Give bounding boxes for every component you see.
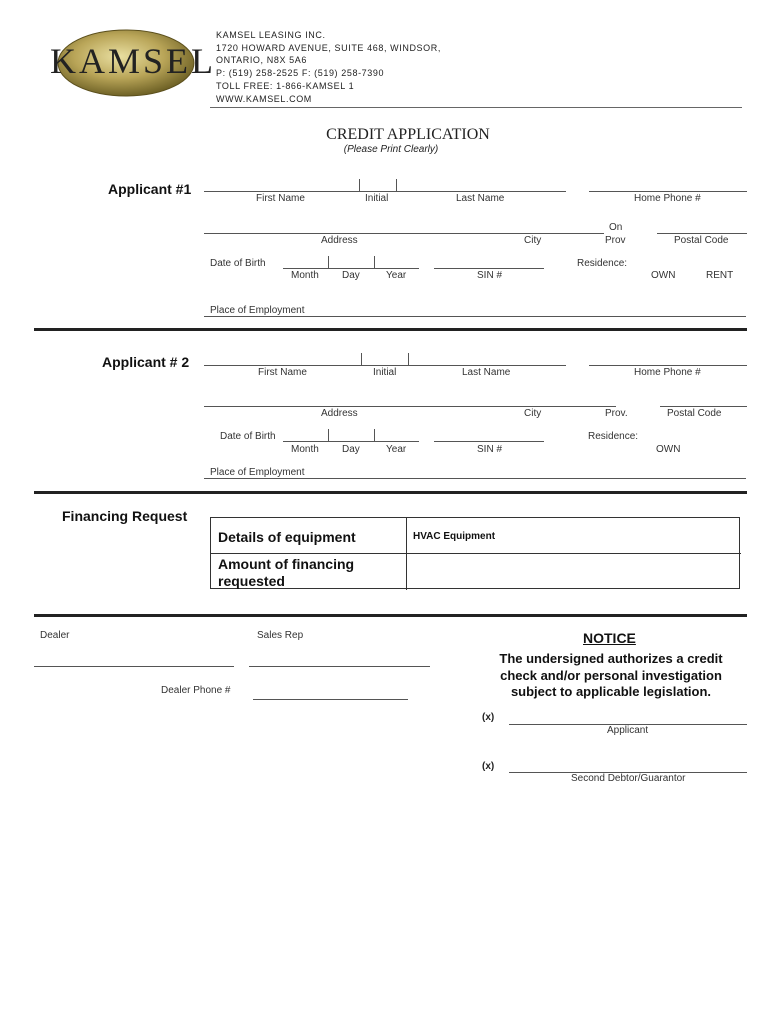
applicant2-sin-label: SIN # xyxy=(477,444,503,455)
amount-of-financing-value[interactable] xyxy=(413,562,733,582)
amount-label-line-1: Amount of financing xyxy=(218,556,355,572)
notice-title: NOTICE xyxy=(583,630,636,646)
company-street: 1720 HOWARD AVENUE, SUITE 468, WINDSOR, xyxy=(216,42,441,53)
dealer-field[interactable] xyxy=(34,666,234,667)
financing-row-divider xyxy=(211,553,741,554)
applicant1-prov-label: Prov xyxy=(605,235,626,246)
company-website: WWW.KAMSEL.COM xyxy=(216,93,312,104)
applicant1-label: Applicant #1 xyxy=(108,181,192,197)
company-logo xyxy=(38,28,217,98)
applicant-signature-label: Applicant xyxy=(607,725,649,736)
form-title: CREDIT APPLICATION xyxy=(326,126,490,143)
applicant1-month-label: Month xyxy=(291,270,319,281)
applicant1-sin-label: SIN # xyxy=(477,270,503,281)
applicant1-initial-divider-left xyxy=(359,179,360,191)
applicant2-month-label: Month xyxy=(291,444,319,455)
notice-text xyxy=(482,651,740,701)
section-divider-3 xyxy=(34,614,747,617)
applicant2-prov-label: Prov. xyxy=(605,408,628,419)
applicant1-city-label: City xyxy=(524,235,542,246)
dealer-phone-label: Dealer Phone # xyxy=(161,685,231,696)
applicant1-postal-label: Postal Code xyxy=(674,235,729,246)
applicant1-name-field[interactable] xyxy=(204,191,566,192)
applicant1-address-field[interactable] xyxy=(204,233,604,234)
notice-line-1: The undersigned authorizes a credit xyxy=(499,651,723,666)
applicant1-day-label: Day xyxy=(342,270,360,281)
applicant2-employment-label: Place of Employment xyxy=(210,467,305,478)
company-phone: P: (519) 258-2525 F: (519) 258-7390 xyxy=(216,68,385,79)
financing-col-divider xyxy=(406,518,407,590)
financing-table xyxy=(210,517,740,589)
sales-rep-field[interactable] xyxy=(249,666,430,667)
applicant2-employment-field[interactable] xyxy=(204,478,746,479)
financing-label: Financing Request xyxy=(62,508,188,524)
details-of-equipment-label: Details of equipment xyxy=(218,529,356,545)
applicant1-dob-divider-1 xyxy=(328,256,329,268)
applicant2-initial-label: Initial xyxy=(373,367,397,378)
applicant1-year-label: Year xyxy=(386,270,407,281)
applicant1-dob-divider-2 xyxy=(374,256,375,268)
applicant2-address-label: Address xyxy=(321,408,358,419)
applicant1-address-label: Address xyxy=(321,235,358,246)
applicant1-own-option[interactable]: OWN xyxy=(651,270,676,281)
company-name: KAMSEL LEASING INC. xyxy=(216,30,326,40)
applicant2-first-name-label: First Name xyxy=(258,367,307,378)
applicant1-phone-field[interactable] xyxy=(589,191,747,192)
notice-line-2: check and/or personal investigation xyxy=(500,667,722,683)
section-divider-1 xyxy=(34,328,747,331)
header-divider xyxy=(210,107,742,108)
applicant2-initial-divider-left xyxy=(361,353,362,365)
applicant2-dob-divider-2 xyxy=(374,429,375,441)
applicant2-last-name-label: Last Name xyxy=(462,367,511,378)
applicant1-initial-divider-right xyxy=(396,179,397,191)
applicant1-dob-label: Date of Birth xyxy=(210,258,266,269)
applicant1-initial-label: Initial xyxy=(365,193,389,204)
applicant1-employment-label: Place of Employment xyxy=(210,305,305,316)
applicant2-dob-divider-1 xyxy=(328,429,329,441)
applicant1-employment-field[interactable] xyxy=(204,316,746,317)
applicant2-residence-label: Residence: xyxy=(588,431,639,442)
applicant2-sin-field[interactable] xyxy=(434,441,544,442)
applicant2-initial-divider-right xyxy=(408,353,409,365)
applicant1-prov-value: On xyxy=(609,222,623,233)
applicant2-dob-field[interactable] xyxy=(283,441,419,442)
form-subtitle: (Please Print Clearly) xyxy=(343,144,439,155)
applicant2-own-option[interactable]: OWN xyxy=(656,444,681,455)
applicant2-home-phone-label: Home Phone # xyxy=(634,367,701,378)
applicant1-rent-option[interactable]: RENT xyxy=(706,270,734,281)
applicant1-first-name-label: First Name xyxy=(256,193,305,204)
applicant2-postal-field[interactable] xyxy=(660,406,747,407)
logo-text: KAMSEL xyxy=(50,41,217,81)
company-tollfree: TOLL FREE: 1-866-KAMSEL 1 xyxy=(216,80,355,91)
applicant1-last-name-label: Last Name xyxy=(456,193,505,204)
applicant2-name-field[interactable] xyxy=(204,365,566,366)
dealer-phone-field[interactable] xyxy=(253,699,408,700)
company-address-block xyxy=(216,29,441,105)
applicant2-postal-label: Postal Code xyxy=(667,408,722,419)
details-of-equipment-value[interactable]: HVAC Equipment xyxy=(413,531,496,542)
applicant2-address-field[interactable] xyxy=(204,406,616,407)
applicant2-phone-field[interactable] xyxy=(589,365,747,366)
applicant2-dob-label: Date of Birth xyxy=(220,431,276,442)
guarantor-signature-label: Second Debtor/Guarantor xyxy=(571,773,686,784)
applicant1-sin-field[interactable] xyxy=(434,268,544,269)
applicant1-dob-field[interactable] xyxy=(283,268,419,269)
applicant2-city-label: City xyxy=(524,408,542,419)
applicant1-residence-label: Residence: xyxy=(577,258,628,269)
applicant-signature-x: (x) xyxy=(482,712,495,723)
applicant1-postal-field[interactable] xyxy=(657,233,747,234)
notice-line-3: subject to applicable legislation. xyxy=(510,684,712,699)
amount-label-line-2: requested xyxy=(218,573,285,589)
dealer-label: Dealer xyxy=(40,630,70,641)
applicant2-day-label: Day xyxy=(342,444,360,455)
amount-of-financing-label xyxy=(218,556,354,590)
applicant2-label: Applicant # 2 xyxy=(102,354,190,370)
guarantor-signature-x: (x) xyxy=(482,761,495,772)
sales-rep-label: Sales Rep xyxy=(257,630,304,641)
applicant2-year-label: Year xyxy=(386,444,407,455)
section-divider-2 xyxy=(34,491,747,494)
company-province: ONTARIO, N8X 5A6 xyxy=(216,55,307,66)
applicant1-home-phone-label: Home Phone # xyxy=(634,193,701,204)
